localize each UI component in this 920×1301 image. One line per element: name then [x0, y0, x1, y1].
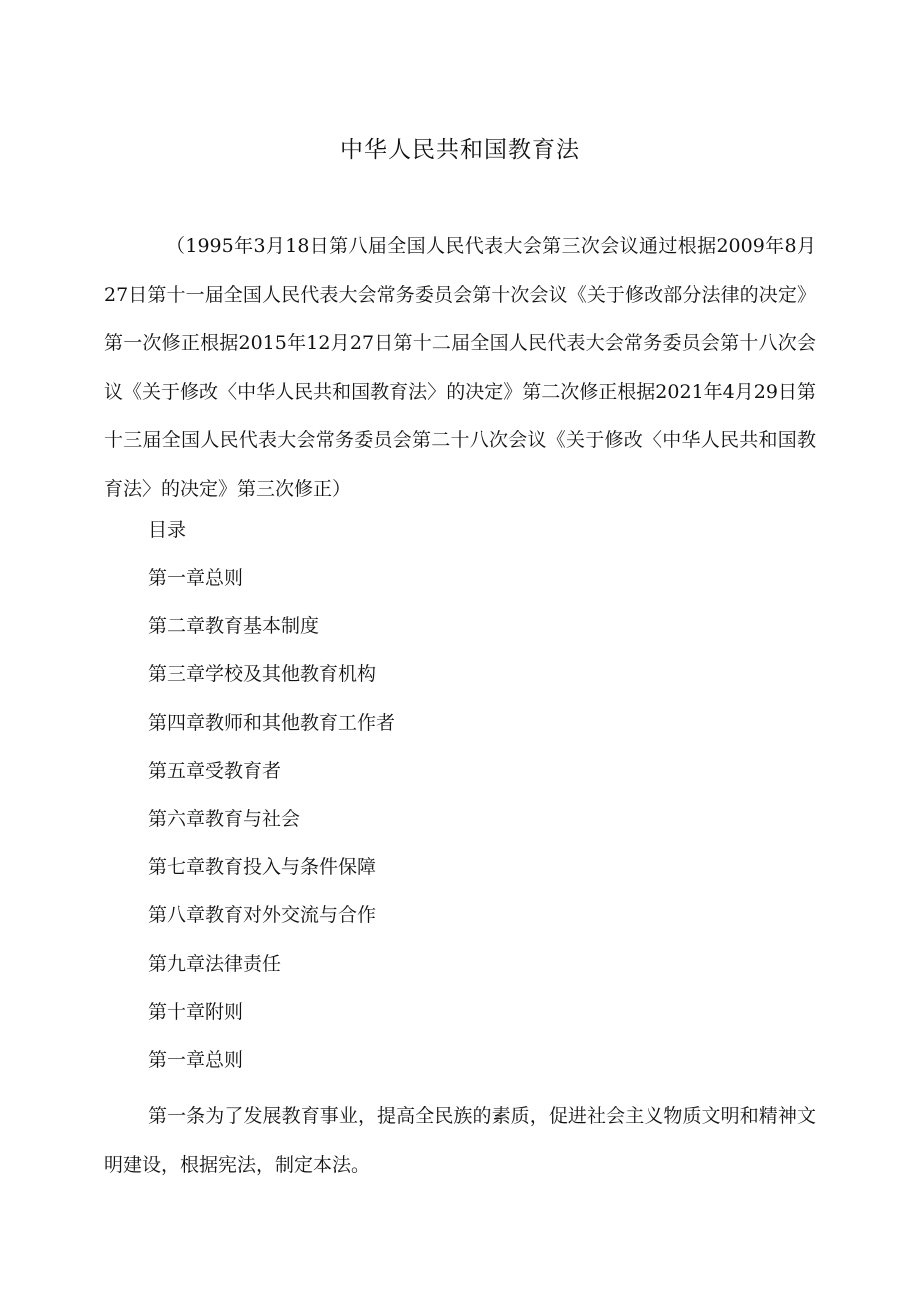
toc-item-7: 第七章教育投入与条件保障: [148, 856, 377, 878]
article-1-paragraph: 第一条为了发展教育事业，提高全民族的素质，促进社会主义物质文明和精神文明建设，根据宪法，制定本法。: [104, 1105, 816, 1176]
chapter-heading: 第一章总则: [148, 1049, 244, 1071]
toc-item-6: 第六章教育与社会: [148, 808, 301, 830]
toc-item-10: 第十章附则: [148, 1001, 244, 1023]
toc-item-4: 第四章教师和其他教育工作者: [148, 712, 396, 734]
toc-item-8: 第八章教育对外交流与合作: [148, 904, 377, 926]
toc-item-3: 第三章学校及其他教育机构: [148, 663, 377, 685]
preamble-paragraph: （1995年3月18日第八届全国人民代表大会第三次会议通过根据2009年8月27日第十一届全国人民代表大会常务委员会第十次会议《关于修改部分法律的决定》第一次修正根据2015年12月27日第十二届全国人民代表大会常务委员会第十八次会议《关于修改〈中华人民共和国教育法〉的决定》第二次修正根据2021年4月29日第十三届全国人民代表大会常务委员会第二十八次会议《关于修改〈中华人民共和国教育法〉的决定》第三次修正）: [104, 235, 816, 500]
document-title: 中华人民共和国教育法: [340, 137, 580, 163]
toc-heading: 目录: [148, 519, 187, 541]
toc-item-2: 第二章教育基本制度: [148, 615, 320, 637]
toc-item-1: 第一章总则: [148, 567, 244, 589]
toc-item-5: 第五章受教育者: [148, 760, 282, 782]
toc-item-9: 第九章法律责任: [148, 953, 282, 975]
